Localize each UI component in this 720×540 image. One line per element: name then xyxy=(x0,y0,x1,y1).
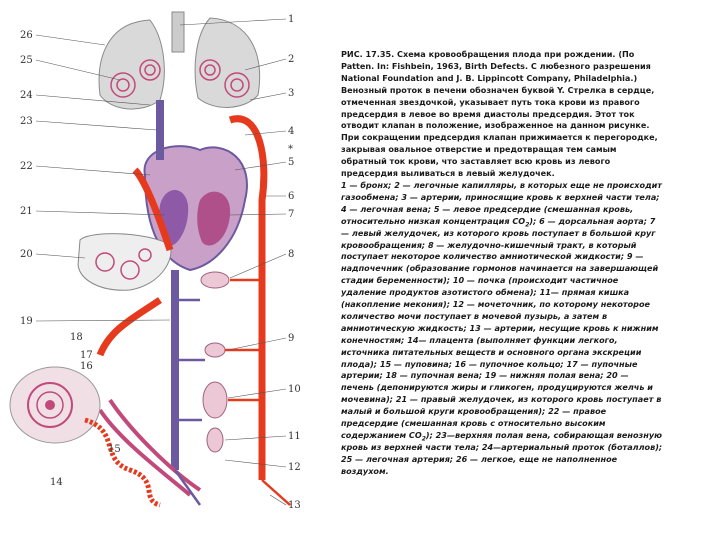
label-20: 20 xyxy=(20,249,33,260)
label-21: 21 xyxy=(20,206,33,217)
lungs xyxy=(99,12,260,109)
label-12: 12 xyxy=(288,462,301,473)
label-23: 23 xyxy=(20,116,33,127)
label-24: 24 xyxy=(20,90,33,101)
label-18: 18 xyxy=(70,332,83,343)
legend-part-b: ); 6 — дорсальная аорта; 7 — левый желудочек, из которого кровь поступает в большой круг кровообращения; 8 — желудочно-кишечный тракт, в который поступает некоторое количество амниотической жидкости; 9 — надпочечник (образование гормонов начинается на завершающей стадии беременности); 10 — почка (происходит частичное удаление продуктов азотистого обмена); 11— прямая кишка (накопление мекония); 12 — мочеточник, по которому некоторое количество мочи поступает в мочевой пузырь, а затем в амниотическую жидкость; 13 — артерии, несущие кровь к нижним конечностям; 14— плацента (выполняет функции легкого, источника питательных веществ и основного органа экскреции плода); 15 — пуповина; 16 — пупочное кольцо; 17 — пупочные артерии; 18 — пупочная вена; 19 — нижняя полая вена; 20 — печень (депонируются жиры и гликоген, продуцируются желчь и мочевина); 21 — правый желудочек, из которого кровь поступает в малый и большой круги кровообращения); 22 — правое предсердие (смешанная кровь с относительно высоким содержанием СО xyxy=(341,215,662,440)
label-5: 5 xyxy=(288,157,295,168)
label-8: 8 xyxy=(288,249,295,260)
labels-right xyxy=(288,14,301,511)
label-16: 16 xyxy=(80,361,93,372)
label-14: 14 xyxy=(50,477,63,488)
label-star: * xyxy=(288,144,293,155)
label-10: 10 xyxy=(288,384,301,395)
diagram-svg xyxy=(0,0,330,540)
label-11: 11 xyxy=(288,431,301,442)
label-3: 3 xyxy=(288,88,295,99)
label-22: 22 xyxy=(20,161,33,172)
placenta xyxy=(10,367,100,443)
label-7: 7 xyxy=(288,209,295,220)
label-26: 26 xyxy=(20,30,33,41)
label-9: 9 xyxy=(288,333,295,344)
label-4: 4 xyxy=(288,126,295,137)
organ-branches xyxy=(175,280,290,505)
legend-part-a: 1 — бронх; 2 — легочные капилляры, в которых еще не происходит газообмена; 3 — артерии, приносящие кровь к верхней части тела; 4 — легочная вена; 5 — левое предсердие (смешанная кровь, относительно низкая концентрация СО xyxy=(341,179,662,226)
caption-intro: Венозный проток в печени обозначен буквой Y. Стрелка в сердце, отмеченная звездочкой, указывает путь тока крови из правого предсердия в левое во время диастолы предсердия. Этот ток отводит клапан в положение, изображенное на данном рисунке. При сокращении предсердия клапан прижимается к перегородке, закрывая овальное отверстие и предотвращая тем самым обратный ток крови, что заставляет всю кровь из левого предсердия выливаться в левый желудочек. xyxy=(341,84,658,179)
label-6: 6 xyxy=(288,191,295,202)
fetal-circulation-diagram xyxy=(0,0,330,540)
caption-title: РИС. 17.35. Схема кровообращения плода при рождении. (По Patten. In: Fishbein, 1963, Birth Defects. С любезного разрешения National Foundation and J. B. Lippincott Company, Philadelphia.) xyxy=(341,49,651,83)
legend-sub-a: 2 xyxy=(525,221,530,229)
legend-part-c: ); 23—верхняя полая вена, собирающая венозную кровь из верхней части тела; 24—артериальный проток (боталлов); 25 — легочная артерия; 26 — легкое, еще не наполненное воздухом. xyxy=(341,430,663,476)
caption-legend xyxy=(341,180,663,478)
legend-sub-b: 2 xyxy=(421,435,426,443)
figure-caption xyxy=(341,49,663,478)
label-2: 2 xyxy=(288,54,295,65)
label-25: 25 xyxy=(20,55,33,66)
abdominal-organs xyxy=(201,272,229,452)
label-13: 13 xyxy=(288,500,301,511)
label-1: 1 xyxy=(288,14,295,25)
liver xyxy=(78,234,171,291)
label-15: 15 xyxy=(108,444,121,455)
label-17: 17 xyxy=(80,350,93,361)
label-19: 19 xyxy=(20,316,33,327)
